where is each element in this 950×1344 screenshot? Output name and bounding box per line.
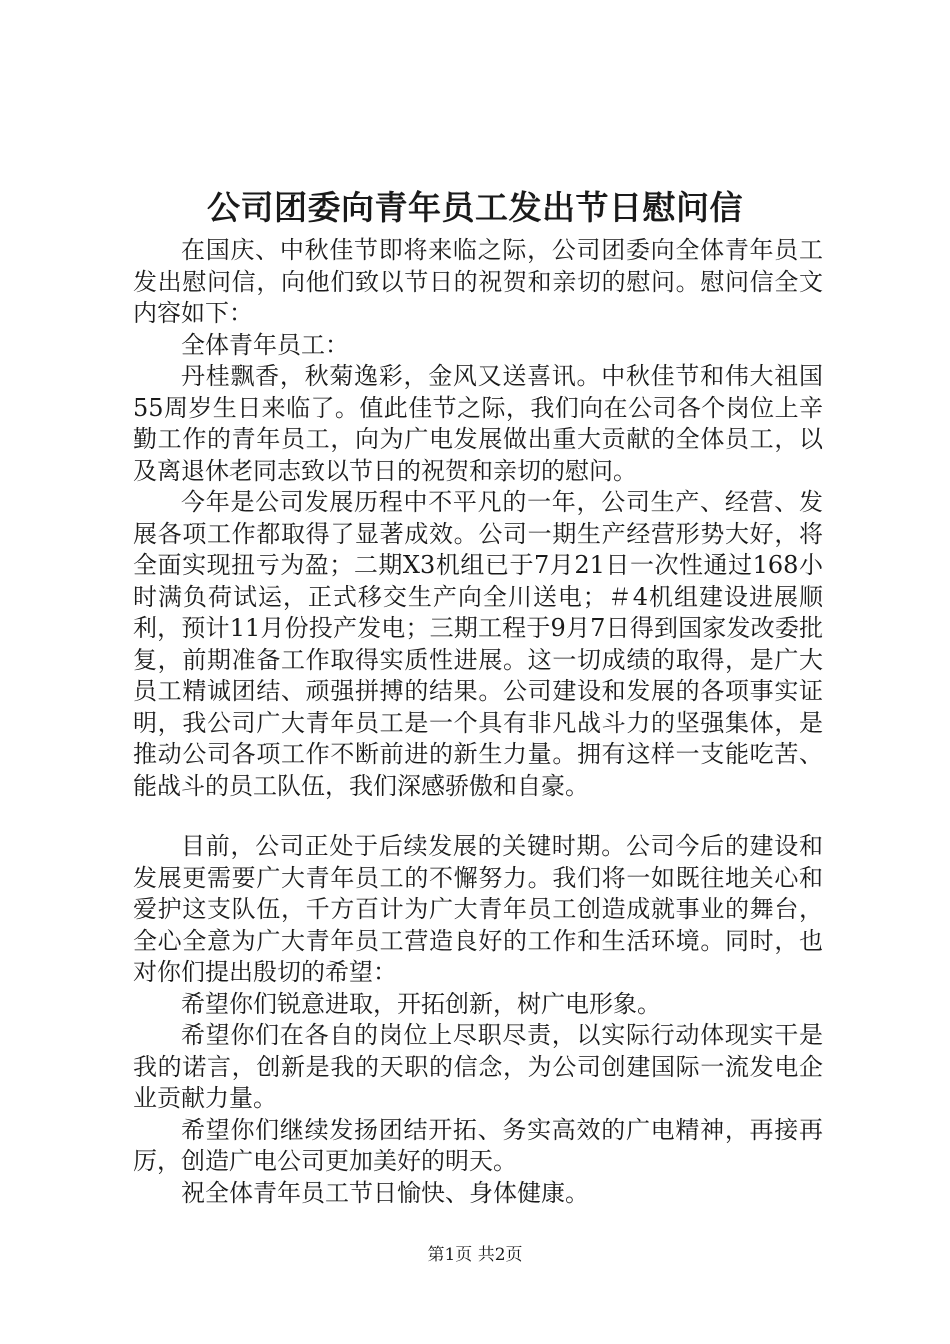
document-title: 公司团委向青年员工发出节日慰问信 — [207, 188, 743, 227]
paragraph-intro: 在国庆、中秋佳节即将来临之际，公司团委向全体青年员工发出慰问信，向他们致以节日的祝贺和亲切的慰问。慰问信全文内容如下： — [133, 236, 823, 327]
paragraph-salutation: 全体青年员工： — [181, 330, 349, 359]
paragraph-hope-2: 希望你们在各自的岗位上尽职尽责，以实际行动体现实干是我的诺言，创新是我的天职的信念，为公司创建国际一流发电企业贡献力量。 — [133, 1021, 823, 1112]
letter-body — [133, 235, 823, 1209]
paragraph-closing: 祝全体青年员工节日愉快、身体健康。 — [181, 1178, 589, 1207]
paragraph-achievements: 今年是公司发展历程中不平凡的一年，公司生产、经营、发展各项工作都取得了显著成效。公司一期生产经营形势大好，将全面实现扭亏为盈；二期X3机组已于7月21日一次性通过168小时满负荷试运，正式移交生产向全川送电；＃4机组建设进展顺利，预计11月份投产发电；三期工程于9月7日得到国家发改委批复，前期准备工作取得实质性进展。这一切成绩的取得，是广大员工精诚团结、顽强拼搏的结果。公司建设和发展的各项事实证明，我公司广大青年员工是一个具有非凡战斗力的坚强集体，是推动公司各项工作不断前进的新生力量。拥有这样一支能吃苦、能战斗的员工队伍，我们深感骄傲和自豪。 — [133, 488, 823, 800]
paragraph-hope-1: 希望你们锐意进取，开拓创新，树广电形象。 — [181, 989, 661, 1018]
page-footer: 第1页 共2页 — [427, 1245, 523, 1265]
paragraph-greeting: 丹桂飘香，秋菊逸彩，金风又送喜讯。中秋佳节和伟大祖国55周岁生日来临了。值此佳节之际，我们向在公司各个岗位上辛勤工作的青年员工，向为广电发展做出重大贡献的全体员工，以及离退休老同志致以节日的祝贺和亲切的慰问。 — [133, 362, 823, 485]
paragraph-hope-3: 希望你们继续发扬团结开拓、务实高效的广电精神，再接再厉，创造广电公司更加美好的明天。 — [133, 1115, 823, 1175]
paragraph-outlook: 目前，公司正处于后续发展的关键时期。公司今后的建设和发展更需要广大青年员工的不懈努力。我们将一如既往地关心和爱护这支队伍，千方百计为广大青年员工创造成就事业的舞台，全心全意为广大青年员工营造良好的工作和生活环境。同时，也对你们提出殷切的希望： — [133, 832, 823, 986]
